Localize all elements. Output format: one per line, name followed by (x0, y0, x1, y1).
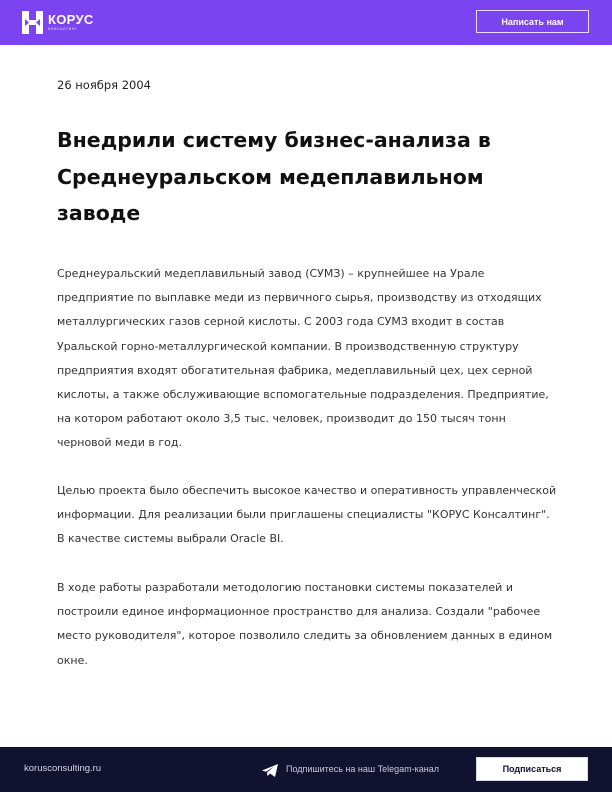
logo-text (48, 13, 94, 32)
logo[interactable] (22, 11, 94, 34)
article-paragraph: Среднеуральский медеплавильный завод (СУМЗ) – крупнейшее на Урале предприятие по выплавке меди из первичного сырья, производству из отходящих металлургических газов серной кислоты. С 2003 года СУМЗ входит в состав Уральской горно-металлургической компании. В производственную структуру предприятия входят обогатительная фабрика, медеплавильный цех, цех серной кислоты, а также обслуживающие вспомогательные подразделения. Предприятие, на котором работают около 3,5 тыс. человек, производит до 150 тысяч тонн черновой меди в год. (57, 267, 549, 450)
article-title: Внедрили систему бизнес-анализа в Среднеуральском медеплавильном заводе (57, 128, 491, 225)
telegram-subscribe-text: Подпишитесь на наш Telegam-канал (286, 764, 439, 774)
telegram-icon[interactable] (262, 763, 278, 777)
subscribe-button[interactable]: Подписаться (476, 757, 588, 781)
logo-name: КОРУС (48, 12, 94, 28)
article-paragraph: В ходе работы разработали методологию постановки системы показателей и построили единое информационное пространство для анализа. Создали "рабочее место руководителя", которое позволило следить за обновлением данных в едином окне. (57, 581, 553, 667)
korus-logo-icon (22, 11, 43, 34)
article-date: 26 ноября 2004 (57, 78, 151, 92)
site-link[interactable]: korusconsulting.ru (24, 763, 102, 774)
contact-us-button[interactable]: Написать нам (476, 10, 589, 33)
site-footer (0, 747, 612, 792)
site-header (0, 0, 612, 45)
logo-subtitle: КОНСАЛТИНГ (48, 27, 78, 32)
article-paragraph: Целью проекта было обеспечить высокое качество и оперативность управленческой информации. Для реализации были приглашены специалисты "КОРУС Консалтинг". В качестве системы выбрали Oracle BI. (57, 484, 557, 546)
